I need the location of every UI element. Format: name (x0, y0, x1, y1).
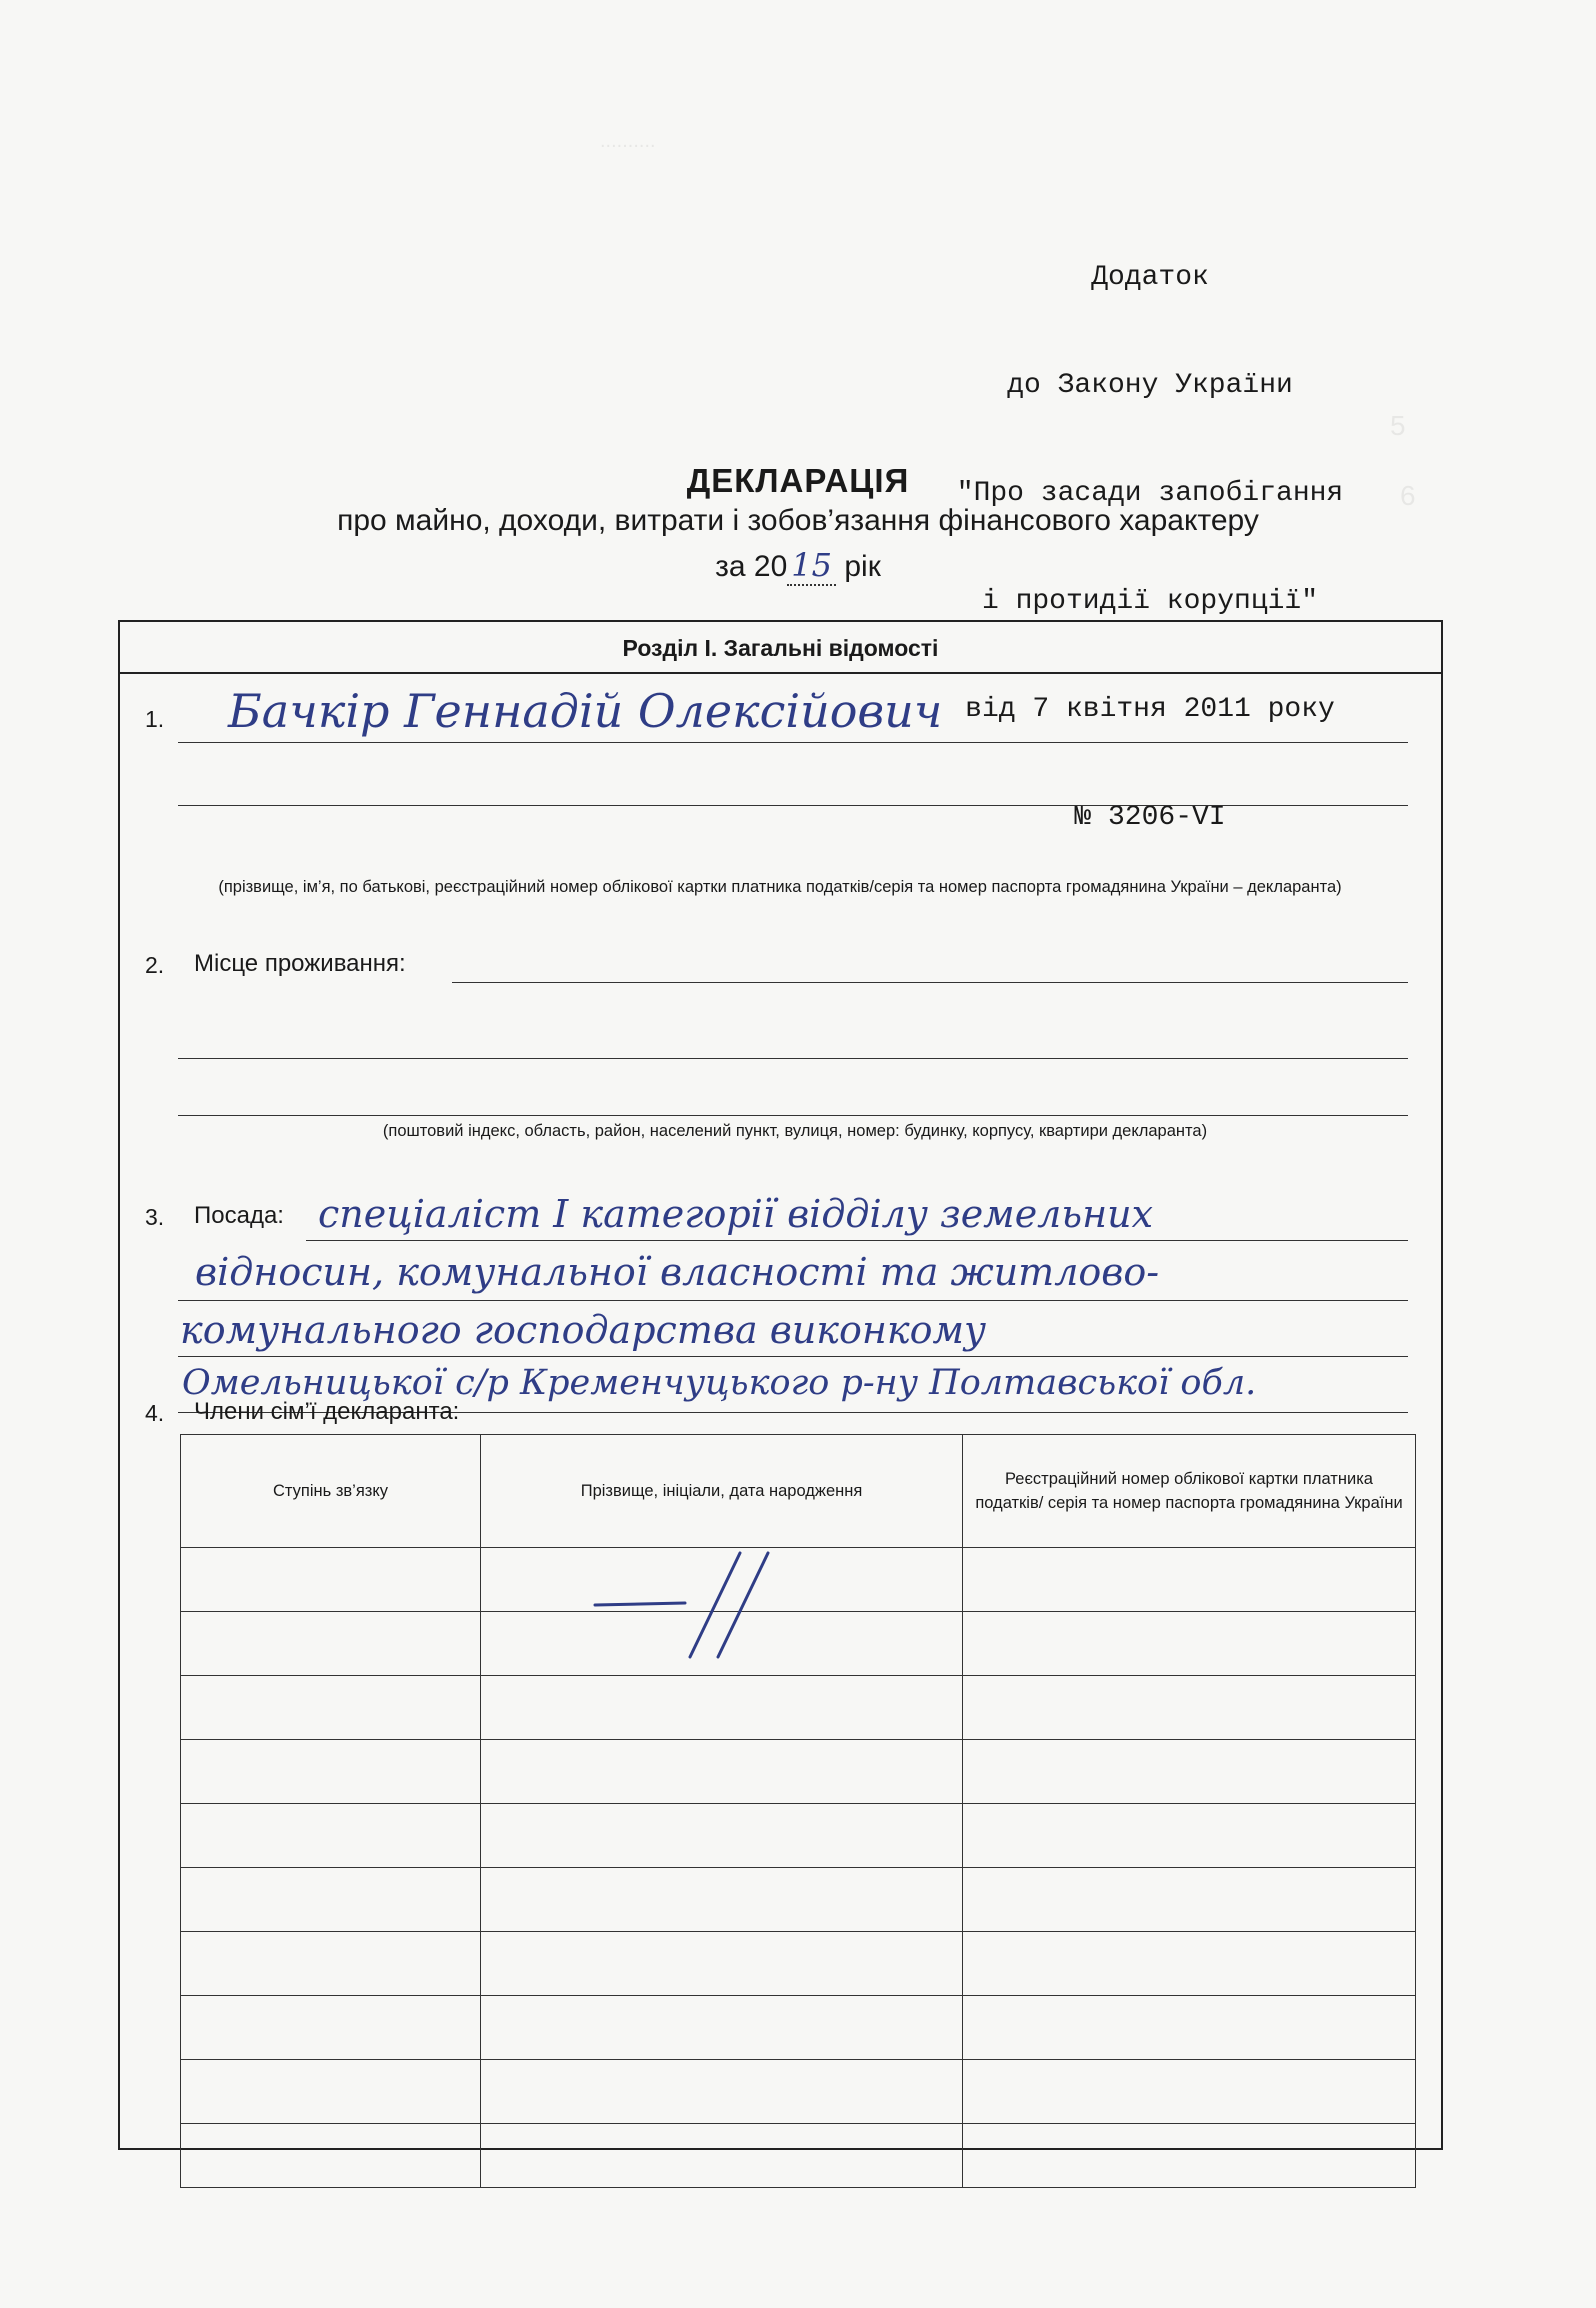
column-header-name: Прізвище, ініціали, дата народження (481, 1435, 963, 1548)
table-row (181, 1740, 1416, 1804)
fill-line (178, 805, 1408, 806)
document-subtitle: про майно, доходи, витрати і зобов’язання фінансового характеру (337, 504, 1259, 537)
position-handwritten-line: відносин, комунальної власності та житлово- (195, 1250, 1160, 1294)
table-header-row (181, 1435, 1416, 1548)
item-number: 4. (145, 1400, 165, 1426)
table-cell (963, 1932, 1416, 1996)
table-row (181, 1868, 1416, 1932)
table-cell (481, 1740, 963, 1804)
appendix-line: і протидії корупції" (981, 586, 1319, 617)
table-cell (181, 1932, 481, 1996)
appendix-line: "Про засади запобігання (956, 478, 1344, 509)
table-cell (181, 1868, 481, 1932)
table-cell (481, 1868, 963, 1932)
position-handwritten-line: спеціаліст І категорії відділу земельних (318, 1192, 1153, 1236)
table-row (181, 1676, 1416, 1740)
table-cell (481, 2124, 963, 2188)
table-cell (181, 1804, 481, 1868)
table-cell (963, 1996, 1416, 2060)
table-cell (181, 1612, 481, 1676)
column-header-tax-id: Реєстраційний номер облікової картки платника податків/ серія та номер паспорта громадянина України (963, 1435, 1416, 1548)
table-cell (181, 1996, 481, 2060)
table-cell (963, 1676, 1416, 1740)
fill-line (306, 1240, 1408, 1241)
position-handwritten-line: Омельницької с/р Кременчуцького р-ну Полтавської обл. (182, 1363, 1257, 1403)
item-number: 1. (145, 706, 165, 732)
fill-line (178, 1058, 1408, 1059)
table-row (181, 1804, 1416, 1868)
year-handwritten: 15 (787, 546, 836, 586)
table-row (181, 1932, 1416, 1996)
fill-line (178, 1115, 1408, 1116)
year-prefix: за 20 (715, 550, 788, 583)
table-cell (963, 2124, 1416, 2188)
year-suffix: рік (844, 550, 881, 583)
table-cell (963, 1740, 1416, 1804)
table-cell (963, 1804, 1416, 1868)
appendix-line: від 7 квітня 2011 року (965, 694, 1335, 725)
bleed-through-text: 5 (1390, 410, 1406, 441)
fill-line (178, 1300, 1408, 1301)
table-cell (481, 2060, 963, 2124)
table-row (181, 1996, 1416, 2060)
table-cell (481, 1996, 963, 2060)
column-header-relation: Ступінь зв’язку (181, 1435, 481, 1548)
table-row (181, 2060, 1416, 2124)
position-handwritten-line: комунального господарства виконкому (180, 1308, 987, 1352)
table-cell (963, 2060, 1416, 2124)
no-data-dash-mark (590, 1545, 850, 1665)
fill-line (178, 742, 1408, 743)
table-cell (481, 1676, 963, 1740)
appendix-line: до Закону України (1007, 370, 1293, 401)
family-members-label: Члени сім’ї декларанта: (194, 1398, 460, 1425)
item1-caption: (прізвище, ім’я, по батькові, реєстраційний номер облікової картки платника податків/серія та номер паспорта громадянина України – декларанта) (218, 878, 1342, 896)
table-cell (181, 1676, 481, 1740)
table-cell (963, 1612, 1416, 1676)
declaration-year (0, 546, 1596, 584)
bleed-through-text: .......... (600, 130, 656, 152)
position-label: Посада: (194, 1202, 284, 1229)
fill-line (452, 982, 1408, 983)
appendix-line: № 3206-VI (1074, 802, 1226, 833)
item-number: 3. (145, 1204, 165, 1230)
table-cell (181, 2060, 481, 2124)
residence-label: Місце проживання: (194, 950, 406, 977)
appendix-line: Додаток (1091, 262, 1209, 293)
table-cell (181, 1548, 481, 1612)
table-cell (963, 1868, 1416, 1932)
item2-caption: (поштовий індекс, область, район, населений пункт, вулиця, номер: будинку, корпусу, квартири декларанта) (382, 1122, 1208, 1140)
declarant-name-handwritten: Бачкір Геннадій Олексійович (228, 684, 943, 738)
section-title: Розділ І. Загальні відомості (120, 622, 1441, 674)
table-cell (181, 2124, 481, 2188)
table-row (181, 2124, 1416, 2188)
fill-line (178, 1356, 1408, 1357)
table-cell (481, 1804, 963, 1868)
table-cell (963, 1548, 1416, 1612)
table-cell (481, 1932, 963, 1996)
table-cell (181, 1740, 481, 1804)
item-number: 2. (145, 952, 165, 978)
document-title: ДЕКЛАРАЦІЯ (686, 462, 910, 499)
bleed-through-text: 6 (1400, 480, 1416, 511)
